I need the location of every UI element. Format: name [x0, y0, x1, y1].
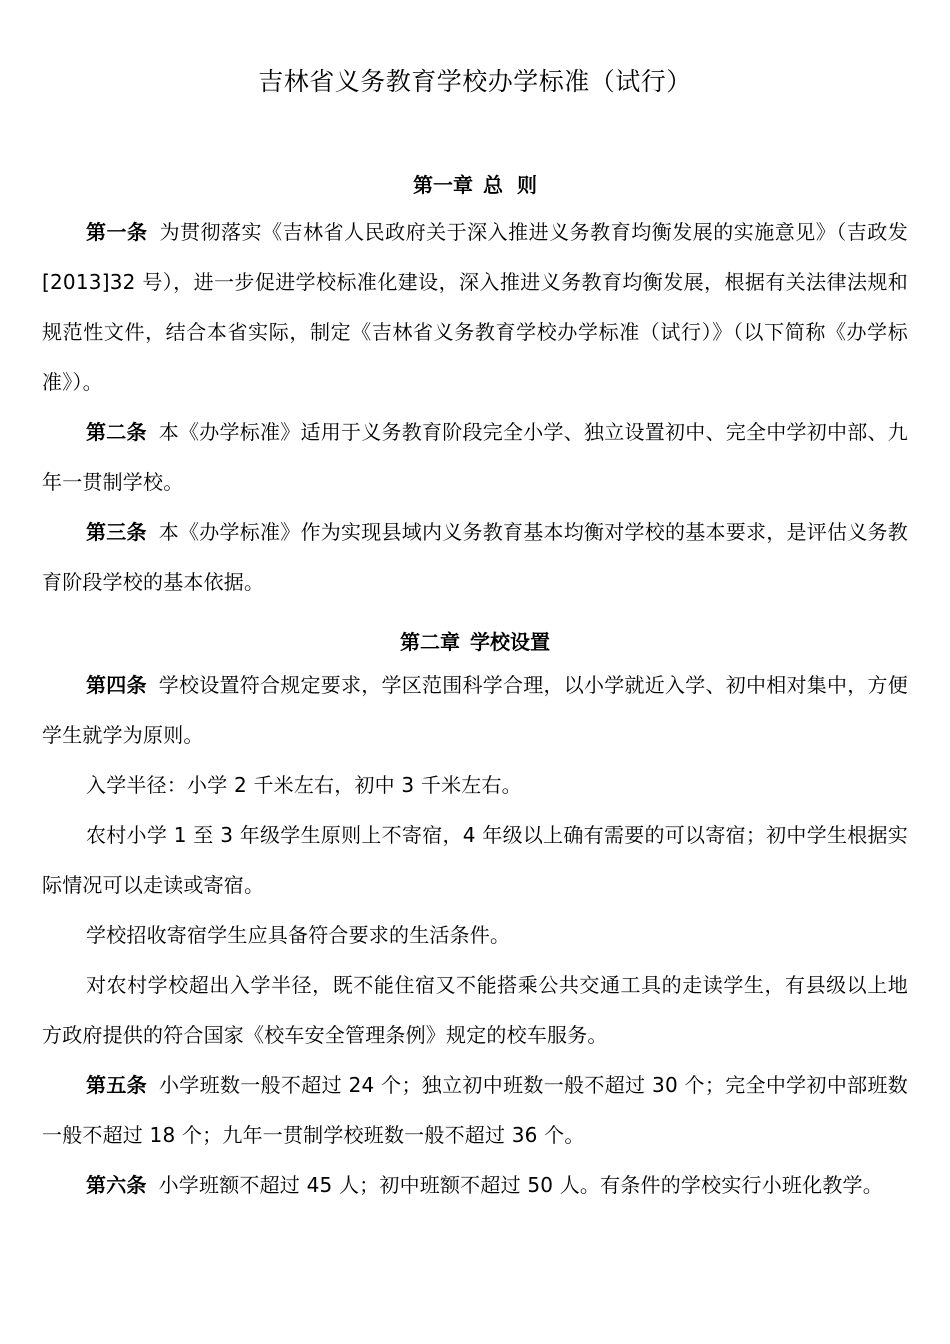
paragraph-text: 入学半径：小学 2 千米左右，初中 3 千米左右。: [86, 773, 522, 797]
document-title: 吉林省义务教育学校办学标准（试行）: [258, 67, 692, 96]
article-paragraph: [42, 1060, 908, 1160]
article-number: 第二条: [86, 420, 147, 444]
article-text: 本《办学标准》适用于义务教育阶段完全小学、独立设置初中、完全中学初中部、九年一贯制学校。: [42, 420, 908, 494]
chapter-number: 第一章: [413, 173, 474, 197]
paragraph-text: 对农村学校超出入学半径，既不能住宿又不能搭乘公共交通工具的走读学生，有县级以上地方政府提供的符合国家《校车安全管理条例》规定的校车服务。: [42, 973, 908, 1047]
body-paragraph: [42, 810, 908, 910]
article-paragraph: [42, 507, 908, 607]
article-text: 为贯彻落实《吉林省人民政府关于深入推进义务教育均衡发展的实施意见》（吉政发[2013]32 号），进一步促进学校标准化建设，深入推进义务教育均衡发展，根据有关法律法规和规范性文件，结合本省实际，制定《吉林省义务教育学校办学标准（试行）》（以下简称《办学标准》）。: [42, 220, 908, 394]
article-number: 第一条: [86, 220, 148, 244]
article-paragraph: [42, 660, 908, 760]
article-number: 第五条: [86, 1073, 147, 1097]
article-paragraph: [42, 407, 908, 507]
chapter-number: 第二章: [400, 630, 460, 654]
paragraph-text: 农村小学 1 至 3 年级学生原则上不寄宿，4 年级以上确有需要的可以寄宿；初中学生根据实际情况可以走读或寄宿。: [42, 823, 908, 897]
body-paragraph: [42, 760, 908, 810]
article-number: 第三条: [86, 520, 147, 544]
article-text: 小学班额不超过 45 人；初中班额不超过 50 人。有条件的学校实行小班化教学。: [158, 1173, 883, 1197]
article-paragraph: [42, 207, 908, 407]
article-text: 学校设置符合规定要求，学区范围科学合理，以小学就近入学、初中相对集中，方便学生就学为原则。: [42, 673, 908, 747]
body-paragraph: [42, 910, 908, 960]
article-number: 第六条: [86, 1173, 147, 1197]
chapter-heading: [42, 627, 908, 657]
chapter-name: 学校设置: [470, 630, 550, 654]
article-text: 本《办学标准》作为实现县域内义务教育基本均衡对学校的基本要求，是评估义务教育阶段学校的基本依据。: [42, 520, 908, 594]
article-paragraph: [42, 1160, 908, 1210]
chapter-name: 总 则: [483, 173, 537, 197]
article-text: 小学班数一般不超过 24 个；独立初中班数一般不超过 30 个；完全中学初中部班数一般不超过 18 个；九年一贯制学校班数一般不超过 36 个。: [42, 1073, 908, 1147]
chapter-heading: [42, 170, 908, 200]
article-number: 第四条: [86, 673, 147, 697]
body-paragraph: [42, 960, 908, 1060]
paragraph-text: 学校招收寄宿学生应具备符合要求的生活条件。: [86, 923, 511, 947]
